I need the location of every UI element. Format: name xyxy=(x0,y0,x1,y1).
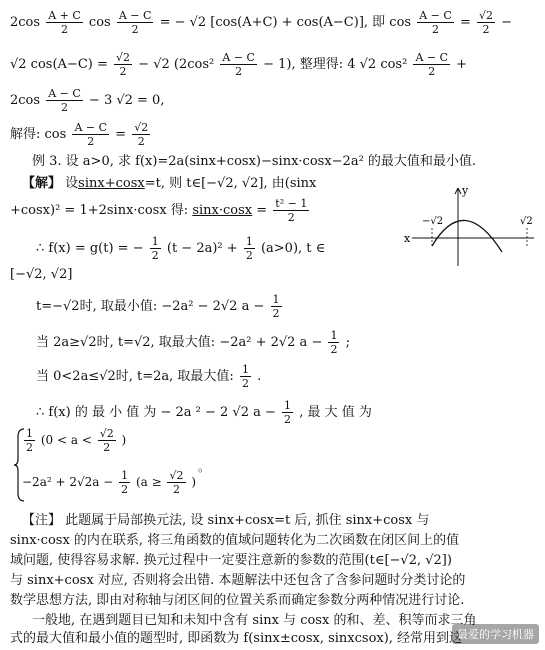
fraction: $\frac{√2}{2}$ xyxy=(169,469,184,496)
x-label: x xyxy=(404,232,411,245)
fraction: $\frac{\text{t² − 1}}{2}$ xyxy=(275,198,308,223)
fraction: $\frac{A - C}{2}$ xyxy=(48,88,81,113)
right-tick: √2 xyxy=(520,216,533,227)
parabola-sketch xyxy=(402,180,542,270)
line-1 xyxy=(10,10,537,35)
fraction: $\frac{√2}{2}$ xyxy=(116,52,131,77)
fraction: $\frac{1}{2}$ xyxy=(284,400,292,425)
note-line-6: 一般地, 在遇到题目已知和未知中含有 sinx 与 cosx 的和、差、积等而求三角 xyxy=(32,613,477,628)
text: − 3 √2 = 0, xyxy=(88,93,165,108)
line-8: ∴ f(x) = g(t) = − $\frac{1}{2}$ (t − 2a)² + $\frac{1}{2}$ (a>0), t ∈ xyxy=(36,236,326,261)
text: = − √2 [cos(A+C) + cos(A−C)], 即 cos xyxy=(159,15,412,30)
period: 。 xyxy=(198,460,211,474)
note-line-3: 域问题, 使得容易求解. 换元过程中一定要注意新的参数的范围(t∈[−√2, √2]) xyxy=(10,553,452,568)
fraction: $\frac{√2}{2}$ xyxy=(134,122,149,147)
text: + xyxy=(456,57,468,72)
line-12: 当 0<2a≤√2时, t=2a, 取最大值: $\frac{1}{2}$ . xyxy=(36,364,262,389)
fraction: $\frac{1}{2}$ xyxy=(330,330,338,355)
fraction: $\frac{A - C}{2}$ xyxy=(222,52,255,77)
note-line-4: 与 sinx+cosx 对应, 否则将会出错. 本题解法中还包含了含参问题时分类讨论的 xyxy=(10,573,466,588)
line-9: [−√2, √2] xyxy=(10,267,73,282)
line-10: t=−√2时, 取最小值: −2a² − 2√2 a − $\frac{1}{2}$ xyxy=(36,294,280,319)
fraction: $\frac{A + C}{2}$ xyxy=(48,10,81,35)
fraction: $\frac{A - C}{2}$ xyxy=(419,10,452,35)
text: − 1), 整理得: 4 √2 cos² xyxy=(263,57,408,72)
text: = xyxy=(115,127,127,142)
y-label: y xyxy=(462,184,469,197)
note-line-2: sinx·cosx 的内在联系, 将三角函数的值域问题转化为二次函数在闭区间上的值 xyxy=(10,533,460,548)
text: 解得: cos xyxy=(10,127,67,142)
line-3 xyxy=(10,88,537,113)
line-11: 当 2a≥√2时, t=√2, 取最大值: −2a² + 2√2 a − $\frac{1}{2}$ ; xyxy=(36,330,351,355)
text: = xyxy=(459,15,471,30)
fraction: $\frac{1}{2}$ xyxy=(151,236,159,261)
fraction: $\frac{A - C}{2}$ xyxy=(415,52,449,77)
text: cos xyxy=(88,15,111,30)
line-4 xyxy=(10,122,537,147)
fraction: $\frac{A - C}{2}$ xyxy=(74,122,108,147)
line-13: ∴ f(x) 的 最 小 值 为 − 2a ² − 2 √2 a − $\frac{1}{2}$ , 最 大 值 为 xyxy=(36,400,372,425)
text: 2cos xyxy=(10,15,41,30)
fraction: $\frac{1}{2}$ xyxy=(241,364,249,389)
fraction: $\frac{1}{2}$ xyxy=(245,236,253,261)
line-6: 【解】 设sinx+cosx=t, 则 t∈[−√2, √2], 由(sinx xyxy=(22,176,317,191)
fraction: $\frac{√2}{2}$ xyxy=(478,10,493,35)
text: − √2 (2cos² xyxy=(138,57,215,72)
example-3-heading: 例 3. 设 a>0, 求 f(x)=2a(sinx+cosx)−sinx·cosx−2a² 的最大值和最小值. xyxy=(32,154,477,169)
fraction: $\frac{1}{2}$ xyxy=(272,294,280,319)
fraction: $\frac{1}{2}$ xyxy=(26,427,33,454)
note-line-1: 【注】 此题属于局部换元法, 设 sinx+cosx=t 后, 抓住 sinx+cosx 与 xyxy=(22,513,430,528)
text: √2 cos(A−C) = xyxy=(10,57,108,72)
fraction: $\frac{A - C}{2}$ xyxy=(118,10,152,35)
note-line-5: 数学思想方法, 即由对称轴与闭区间的位置关系而确定参数分两种情况进行讨论. xyxy=(10,593,465,608)
text: 2cos xyxy=(10,93,41,108)
text: − xyxy=(501,15,513,30)
watermark: 最爱的学习机器 xyxy=(452,624,539,644)
solution-label: 【解】 xyxy=(22,176,62,191)
fraction: $\frac{1}{2}$ xyxy=(121,469,129,496)
fraction: $\frac{√2}{2}$ xyxy=(99,427,114,454)
line-2 xyxy=(10,52,537,77)
line-7: +cosx)² = 1+2sinx·cosx 得: sinx·cosx = $\frac{\text{t² − 1}}{2}$ xyxy=(10,198,308,223)
case-1: $\frac{1}{2}$ (0 < a < $\frac{√2}{2}$ ) xyxy=(26,427,127,454)
left-tick: −√2 xyxy=(422,216,444,227)
case-2: −2a² + 2√2a − $\frac{1}{2}$ (a ≥ $\frac{√2}{2}$ ) xyxy=(22,469,197,496)
note-line-7: 式的最大值和最小值的题型时, 即函数为 f(sinx±cosx, sinxcsox), 经常用到这 xyxy=(10,631,463,646)
